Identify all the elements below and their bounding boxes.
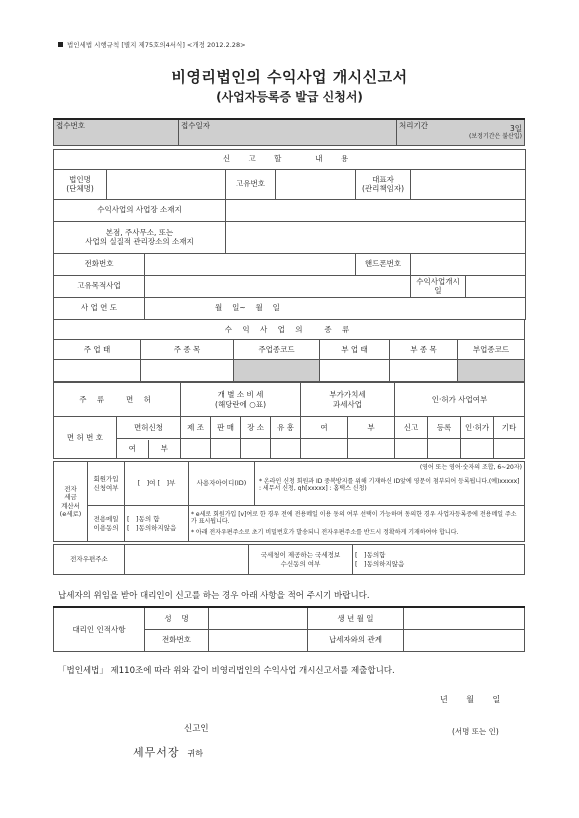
main-code-field bbox=[234, 360, 320, 382]
form-header-note bbox=[58, 40, 246, 49]
proxy-instruction: 납세자의 위임을 받아 대리인이 신고를 하는 경우 아래 사항을 적어 주시기 바랍니다. bbox=[58, 591, 370, 601]
form-body bbox=[53, 118, 525, 575]
phone-label: 전화번호 bbox=[54, 253, 145, 275]
license-apply-options[interactable] bbox=[117, 439, 181, 459]
kinds-header-sub-type: 부 업 태 bbox=[320, 340, 390, 360]
hq-location-field[interactable] bbox=[226, 221, 526, 253]
biz-location-field[interactable] bbox=[226, 199, 526, 221]
permit-heading: 인·허가 사업여부 bbox=[395, 383, 525, 417]
sub-type-field[interactable] bbox=[320, 360, 390, 382]
user-id-label: 사용자아이디(ID) bbox=[189, 462, 255, 506]
fiscal-year-label: 사 업 연 도 bbox=[54, 297, 145, 319]
proxy-birth-field[interactable] bbox=[404, 607, 525, 629]
sub-code-field bbox=[458, 360, 525, 382]
email-address-field[interactable] bbox=[125, 545, 249, 575]
license-number-label: 면 허 번 호 bbox=[54, 417, 117, 459]
submission-date[interactable]: 년 월 일 bbox=[440, 695, 501, 704]
user-id-hint: (영어 또는 영어·숫자의 조합, 6~20자) bbox=[419, 464, 522, 471]
user-id-field[interactable] bbox=[255, 462, 525, 506]
license-apply-yes[interactable]: 여 bbox=[117, 440, 149, 458]
business-kinds-table bbox=[53, 320, 525, 383]
proxy-relation-label: 납세자와의 관계 bbox=[308, 629, 404, 651]
bullet-square-icon bbox=[58, 42, 63, 47]
excise-place: 장 소 bbox=[241, 417, 271, 439]
kinds-header-sub-code: 부업종코드 bbox=[458, 340, 525, 360]
proxy-name-field[interactable] bbox=[209, 607, 308, 629]
proxy-phone-field[interactable] bbox=[209, 629, 308, 651]
permit-other-field[interactable] bbox=[494, 439, 525, 459]
vat-yes-label: 여 bbox=[301, 417, 348, 439]
proxy-section bbox=[53, 606, 525, 652]
representative-label: 대표자 (관리책임자) bbox=[356, 169, 411, 199]
permit-report: 신고 bbox=[395, 417, 428, 439]
excise-entertainment: 유 흥 bbox=[271, 417, 301, 439]
proxy-info-label: 대리인 인적사항 bbox=[54, 607, 145, 651]
kinds-header-sub-item: 부 종 목 bbox=[390, 340, 458, 360]
mail-note-1: * e세로 회원가입 [v]여로 한 경우 전에 전용메일 이용 동의 여부 선택이 가능하며 동의한 경우 사업자등록증에 전용메일 주소가 표시됩니다. bbox=[191, 510, 517, 526]
start-date-label: 수익사업개시일 bbox=[411, 275, 466, 297]
vat-yes-field[interactable] bbox=[301, 439, 348, 459]
nts-info-consent-label: 국세청이 제공하는 국세정보 수신동의 여부 bbox=[249, 545, 353, 575]
form-title: 비영리법인의 수익사업 개시신고서 bbox=[171, 68, 408, 86]
receipt-date-cell: 접수일자 bbox=[179, 119, 397, 145]
proxy-name-label: 성 명 bbox=[145, 607, 209, 629]
kinds-header-main-type: 주 업 태 bbox=[54, 340, 141, 360]
addressee-suffix: 귀하 bbox=[187, 749, 203, 758]
section-kinds-heading: 수 익 사 업 의 종 류 bbox=[54, 320, 525, 340]
section-report-heading: 신 고 할 내 용 bbox=[54, 149, 526, 169]
hq-location-label: 본점, 주사무소, 또는 사업의 실질적 관리장소의 소재지 bbox=[54, 221, 226, 253]
main-type-field[interactable] bbox=[54, 360, 141, 382]
member-join-label: 회원가입 신청여부 bbox=[88, 462, 125, 506]
unique-number-field[interactable] bbox=[276, 169, 356, 199]
proxy-birth-label: 생 년 월 일 bbox=[308, 607, 404, 629]
proxy-relation-field[interactable] bbox=[404, 629, 525, 651]
fiscal-year-field[interactable]: 월 일~ 월 일 bbox=[145, 297, 526, 319]
proxy-table bbox=[53, 606, 525, 652]
sub-item-field[interactable] bbox=[390, 360, 458, 382]
permit-register-field[interactable] bbox=[428, 439, 461, 459]
e-tax-label: 전자 세금 계산서 (e세로) bbox=[54, 462, 88, 542]
form-subtitle: (사업자등록증 발급 신청서) bbox=[216, 90, 363, 104]
license-apply-label: 면허신청 bbox=[117, 417, 181, 439]
excise-manufacture: 제 조 bbox=[181, 417, 211, 439]
signature-field[interactable]: (서명 또는 인) bbox=[452, 727, 499, 736]
start-date-field[interactable] bbox=[466, 275, 526, 297]
excise-sale: 판 매 bbox=[211, 417, 241, 439]
main-item-field[interactable] bbox=[141, 360, 234, 382]
excise-entertainment-field[interactable] bbox=[271, 439, 301, 459]
permit-report-field[interactable] bbox=[395, 439, 428, 459]
license-apply-no[interactable]: 부 bbox=[160, 443, 168, 453]
vat-heading: 부가가치세 과세사업 bbox=[301, 383, 395, 417]
email-address-label: 전자우편주소 bbox=[54, 545, 125, 575]
member-join-options[interactable]: [ ]여 [ ]부 bbox=[125, 462, 189, 506]
phone-field[interactable] bbox=[145, 253, 356, 275]
tax-office-addressee bbox=[133, 744, 203, 760]
excise-sale-field[interactable] bbox=[211, 439, 241, 459]
unique-purpose-field[interactable] bbox=[145, 275, 411, 297]
email-table bbox=[53, 544, 525, 575]
e-tax-table bbox=[53, 461, 525, 542]
mail-note-2: * 아래 전자우편주소로 초기 비밀번호가 발송되니 전자우편주소를 반드시 정확하게 기재하여야 합니다. bbox=[191, 528, 459, 536]
processing-period-label: 처리기간 bbox=[397, 119, 449, 145]
kinds-header-main-code: 주업종코드 bbox=[234, 340, 320, 360]
biz-location-label: 수익사업의 사업장 소재지 bbox=[54, 199, 226, 221]
representative-field[interactable] bbox=[411, 169, 526, 199]
nts-info-consent-options[interactable]: [ ]동의함 [ ]동의하지않음 bbox=[353, 545, 525, 575]
dedicated-mail-options[interactable]: [ ]동의 함 [ ]동의하지않음 bbox=[125, 506, 189, 542]
submission-statement: 「법인세법」 제110조에 따라 위와 같이 비영리법인의 수익사업 개시신고서를 제출합니다. bbox=[58, 666, 395, 676]
tax-office-label: 세무서장 bbox=[133, 746, 180, 759]
unique-number-label: 고유번호 bbox=[226, 169, 276, 199]
corp-name-label: 법인명 (단체명) bbox=[54, 169, 107, 199]
processing-period-value: 3일 (보정기간은 불산입) bbox=[449, 119, 525, 145]
permit-register: 등록 bbox=[428, 417, 461, 439]
receipt-number-cell: 접수번호 bbox=[54, 119, 179, 145]
vat-no-label: 부 bbox=[348, 417, 395, 439]
dedicated-mail-label: 전용메일 이용동의 bbox=[88, 506, 125, 542]
excise-heading: 개 별 소 비 세 (해당란에 ○표) bbox=[181, 383, 301, 417]
kinds-header-main-item: 주 종 목 bbox=[141, 340, 234, 360]
liquor-license-heading: 주 류 면 허 bbox=[54, 383, 181, 417]
excise-manufacture-field[interactable] bbox=[181, 439, 211, 459]
unique-purpose-label: 고유목적사업 bbox=[54, 275, 145, 297]
dedicated-mail-notes bbox=[189, 506, 525, 542]
receipt-table bbox=[53, 118, 525, 146]
proxy-phone-label: 전화번호 bbox=[145, 629, 209, 651]
permit-other: 기타 bbox=[494, 417, 525, 439]
license-table bbox=[53, 382, 525, 459]
vat-no-field[interactable] bbox=[348, 439, 395, 459]
excise-place-field[interactable] bbox=[241, 439, 271, 459]
user-id-note: * 온라인 신청 회원과 ID 중복방지를 위해 기재하신 ID앞에 영문이 첨부되어 등록됩니다.(예)xxxxx] : 세무서 신청, qh[xxxxx] : 홈택스 신청) bbox=[259, 477, 520, 492]
header-note-text: 법인세법 시행규칙 [별지 제75호의4서식] <개정 2012.2.28> bbox=[67, 41, 246, 49]
reporter-label: 신고인 bbox=[184, 724, 209, 734]
mobile-label: 핸드폰번호 bbox=[356, 253, 411, 275]
mobile-field[interactable] bbox=[411, 253, 526, 275]
report-table bbox=[53, 149, 526, 320]
permit-license-field[interactable] bbox=[461, 439, 494, 459]
corp-name-field[interactable] bbox=[107, 169, 226, 199]
permit-license: 인·허가 bbox=[461, 417, 494, 439]
